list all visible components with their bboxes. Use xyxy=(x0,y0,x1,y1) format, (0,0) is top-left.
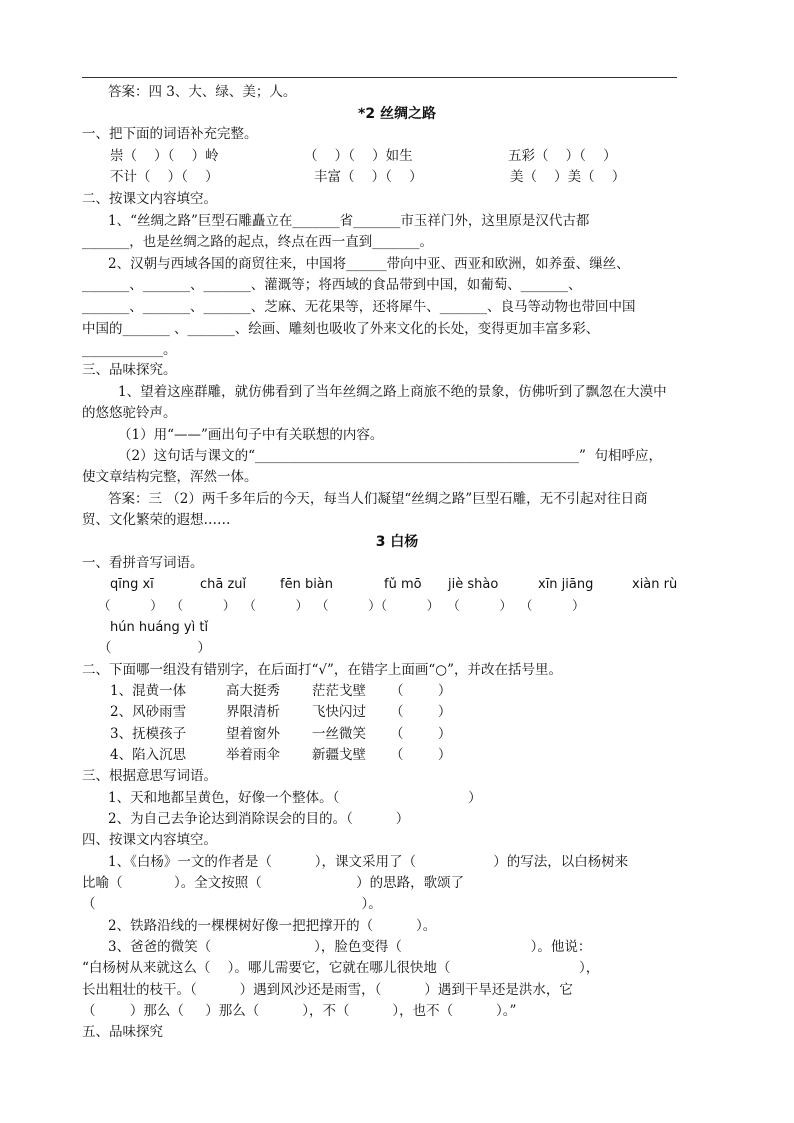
s2-q3-line: 1、望着这座群雕，就仿佛看到了当年丝绸之路上商旅不绝的景象，仿佛听到了飘忽在大漠中 xyxy=(118,384,667,400)
typo-row-word: 新疆戈壁 xyxy=(312,747,366,763)
s2-q2-line: _______、_______、_______、灌溉等；将西域的食品带到中国，如葡萄、_______、 xyxy=(82,277,582,293)
s3-q4-line: “白杨树从来就这么（ ）。哪儿需要它，它就在哪儿很快地（ ）， xyxy=(82,960,600,976)
pinyin-item: xiàn rù xyxy=(632,577,678,592)
typo-row-word: 高大挺秀 xyxy=(226,683,280,699)
s2-q3-line: 使文章结构完整，浑然一体。 xyxy=(82,469,258,485)
s3-question-5: 五、品味探究 xyxy=(82,1024,163,1040)
typo-row-word: 茫茫戈壁 xyxy=(312,683,366,699)
top-rule xyxy=(82,77,677,78)
s2-question-3: 三、品味探究。 xyxy=(82,362,177,378)
s2-q1-item: 美（ ）美（ ） xyxy=(510,169,626,185)
s2-q2-line: _______，也是丝绸之路的起点，终点在西一直到_______。 xyxy=(82,234,433,250)
pinyin-answer-box: （ ） xyxy=(98,640,211,656)
pinyin-item: fēn biàn xyxy=(280,577,334,592)
s2-q2-line: ____________。 xyxy=(82,342,177,358)
s2-q2-line: 2、汉朝与西域各国的商贸往来，中国将______带向中亚、西亚和欧洲，如养蚕、缫丝、 xyxy=(108,256,630,272)
typo-row-box: （ ） xyxy=(390,726,452,742)
s2-q1-item: 五彩（ ）（ ） xyxy=(508,148,617,164)
pinyin-item: jiè shào xyxy=(448,577,499,592)
s2-q2-line: _______、_______、_______、芝麻、无花果等，还将犀牛、_______、良马等动物也带回中国 xyxy=(82,299,636,315)
lesson-3-title: 3 白杨 xyxy=(375,534,419,550)
s3-q3-line: 2、为自己去争论达到消除误会的目的。（ ） xyxy=(108,811,410,827)
pinyin-item: xīn jiāng xyxy=(538,577,594,592)
s2-q2-line: 1、“丝绸之路”巨型石雕矗立在_______省_______市玉祥门外，这里原是汉代古都 xyxy=(108,213,590,229)
s2-q1-item: 不计（ ）（ ） xyxy=(110,169,219,185)
typo-row-box: （ ） xyxy=(390,683,452,699)
lesson-2-title: *2 丝绸之路 xyxy=(358,106,436,122)
typo-row-word: 界限清析 xyxy=(226,704,280,720)
typo-row-word: 一丝微笑 xyxy=(312,726,366,742)
typo-row-box: （ ） xyxy=(390,704,452,720)
s3-q3-line: 1、天和地都呈黄色，好像一个整体。（ ） xyxy=(108,790,482,806)
typo-row-word: 举着雨伞 xyxy=(226,747,280,763)
pinyin-item: chā zuǐ xyxy=(200,577,247,592)
pinyin-item: fǔ mō xyxy=(384,577,422,592)
s2-q2-line: 中国的_______ 、_______、绘画、雕刻也吸收了外来文化的长处，变得更加丰富多彩、 xyxy=(82,321,600,337)
s3-q4-line: 1、《白杨》一文的作者是（ ），课文采用了（ ）的写法，以白杨树来 xyxy=(108,854,629,870)
typo-row-word: 4、陷入沉思 xyxy=(110,747,187,763)
pinyin-item: hún huáng yì tǐ xyxy=(110,620,209,635)
typo-row-word: 1、混黄一体 xyxy=(110,683,187,699)
s2-q1-item: （ ）（ ）如生 xyxy=(304,148,413,164)
s2-question-1: 一、把下面的词语补充完整。 xyxy=(82,126,258,142)
s3-q4-line: （ ）那么（ ）那么（ ），不（ ），也不（ ）。” xyxy=(82,1003,517,1019)
typo-row-box: （ ） xyxy=(390,747,452,763)
typo-row-word: 飞快闪过 xyxy=(312,704,366,720)
s3-question-4: 四、按课文内容填空。 xyxy=(82,832,217,848)
s3-question-3: 三、根据意思写词语。 xyxy=(82,768,217,784)
top-answer: 答案：四 3、大、绿、美；人。 xyxy=(108,84,297,100)
s3-q4-line: 比喻（ ）。全文按照（ ）的思路，歌颂了 xyxy=(82,875,465,891)
s3-question-1: 一、看拼音写词语。 xyxy=(82,555,204,571)
pinyin-item: qīng xī xyxy=(110,577,154,592)
s2-q1-item: 丰富（ ）（ ） xyxy=(314,169,423,185)
pinyin-answer-boxes: （ ） （ ） （ ） （ ）（ ） （ ） （ ） xyxy=(98,598,585,613)
s2-q1-item: 崇（ ）（ ）岭 xyxy=(110,148,219,164)
s3-q4-line: 3、爸爸的微笑（ ），脸色变得（ ）。他说： xyxy=(108,939,592,955)
s2-question-2: 二、按课文内容填空。 xyxy=(82,191,217,207)
s3-q4-line: （ ）。 xyxy=(82,896,382,912)
s2-q3-line: （1）用“——”画出句子中有关联想的内容。 xyxy=(118,427,384,443)
s2-q3-line: 的悠悠驼铃声。 xyxy=(82,405,177,421)
typo-row-word: 3、抚模孩子 xyxy=(110,726,187,742)
s2-answer: 贸、文化繁荣的遐想…… xyxy=(82,512,231,528)
typo-row-word: 望着窗外 xyxy=(226,726,280,742)
s2-q3-line: （2）这句话与课文的“________________________________________________” 句相呼应， xyxy=(118,448,662,464)
s2-answer: 答案：三 （2）两千多年后的今天，每当人们凝望“丝绸之路”巨型石雕，无不引起对往日商 xyxy=(108,491,648,507)
s3-q4-line: 2、铁路沿线的一棵棵树好像一把把撑开的（ ）。 xyxy=(108,918,437,934)
typo-row-word: 2、风砂雨雪 xyxy=(110,704,187,720)
s3-question-2: 二、下面哪一组没有错别字，在后面打“√”，在错字上面画“○”，并改在括号里。 xyxy=(82,662,562,678)
s3-q4-line: 长出粗壮的枝干。（ ）遇到风沙还是雨雪，（ ）遇到干旱还是洪水，它 xyxy=(82,982,573,998)
